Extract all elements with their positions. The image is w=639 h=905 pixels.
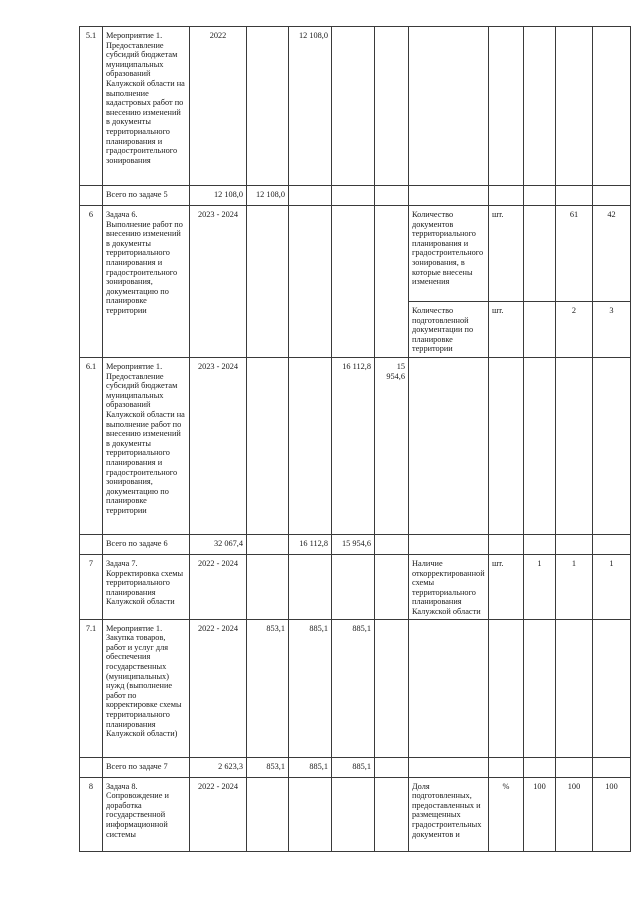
empty-cell (409, 619, 489, 757)
table-row-total (80, 186, 631, 206)
value-2024: 15 954,6 (332, 535, 375, 555)
total-label: Всего по задаче 6 (103, 535, 190, 555)
value-2022: 12 108,0 (289, 27, 332, 186)
indicator-name: Наличие откорректированной схемы территориального планирования Калужской области (409, 555, 489, 620)
indicator-2022: 1 (524, 555, 556, 620)
empty-cell (593, 757, 631, 777)
empty-cell (524, 619, 556, 757)
indicator-unit: шт. (489, 302, 524, 358)
value-2024 (375, 206, 409, 358)
empty-cell (556, 757, 593, 777)
empty-cell (556, 619, 593, 757)
row-number: 7.1 (80, 619, 103, 757)
table-row (80, 27, 631, 186)
indicator-name: Количество подготовленной документации по планировке территории (409, 302, 489, 358)
total-cell (247, 555, 289, 620)
row-name: Мероприятие 1. Предоставление субсидий бюджетам муниципальных образований Калужской области на выполнение кадастровых работ по внесению изменений в документы территориального планирования и градостроительного зонирования (103, 27, 190, 186)
indicator-name: Доля подготовленных, предоставленных и размещенных градостроительных документов и (409, 777, 489, 851)
total-cell (247, 358, 289, 535)
program-table (79, 26, 631, 852)
row-number (80, 757, 103, 777)
empty-cell (409, 186, 489, 206)
empty-cell (524, 535, 556, 555)
value-2023: 16 112,8 (289, 535, 332, 555)
empty-cell (556, 186, 593, 206)
indicator-name: Количество документов территориального планирования и градостроительного зонирования, в которые внесены изменения (409, 206, 489, 302)
total-cell (247, 27, 289, 186)
value-2023: 885,1 (289, 619, 332, 757)
value-2023 (289, 186, 332, 206)
total-value: 2 623,3 (190, 757, 247, 777)
row-number: 7 (80, 555, 103, 620)
value-2023: 885,1 (289, 757, 332, 777)
indicator-2024: 42 (593, 206, 631, 302)
total-label: Всего по задаче 7 (103, 757, 190, 777)
row-period: 2023 - 2024 (190, 358, 247, 535)
indicator-2022 (524, 27, 556, 186)
table-row-total (80, 757, 631, 777)
indicator-2023 (556, 27, 593, 186)
value-2024: 885,1 (332, 619, 375, 757)
row-number: 5.1 (80, 27, 103, 186)
empty-cell (593, 619, 631, 757)
indicator-unit: шт. (489, 555, 524, 620)
row-period: 2022 - 2024 (190, 777, 247, 851)
table-row (80, 206, 631, 302)
value-2022: 853,1 (247, 757, 289, 777)
value-2023 (332, 206, 375, 358)
empty-cell (593, 186, 631, 206)
row-number: 8 (80, 777, 103, 851)
value-2022: 12 108,0 (247, 186, 289, 206)
indicator-2022 (524, 302, 556, 358)
empty-cell (556, 358, 593, 535)
empty-cell (489, 186, 524, 206)
row-name: Задача 8. Сопровождение и доработка государственной информационной системы (103, 777, 190, 851)
indicator-unit (489, 27, 524, 186)
indicator-2023: 2 (556, 302, 593, 358)
empty-cell (409, 358, 489, 535)
empty-cell (409, 757, 489, 777)
indicator-2024: 1 (593, 555, 631, 620)
indicator-2023: 1 (556, 555, 593, 620)
row-number: 6 (80, 206, 103, 358)
value-2022 (289, 358, 332, 535)
indicator-name (409, 27, 489, 186)
empty-cell (375, 757, 409, 777)
row-period: 2022 - 2024 (190, 619, 247, 757)
value-2022 (247, 535, 289, 555)
total-value: 12 108,0 (190, 186, 247, 206)
indicator-2024 (593, 27, 631, 186)
indicator-unit: % (489, 777, 524, 851)
value-2023 (332, 555, 375, 620)
empty-cell (489, 619, 524, 757)
row-name: Задача 6. Выполнение работ по внесению изменений в документы территориального планирования и градостроительного зонирования, документацию по планировке территории (103, 206, 190, 358)
empty-cell (489, 535, 524, 555)
value-2024: 15 954,6 (375, 358, 409, 535)
empty-cell (524, 358, 556, 535)
value-2024 (375, 555, 409, 620)
value-2023 (332, 27, 375, 186)
value-2022 (289, 555, 332, 620)
empty-cell (375, 619, 409, 757)
total-cell (247, 777, 289, 851)
value-2023: 16 112,8 (332, 358, 375, 535)
row-period: 2022 (190, 27, 247, 186)
row-period: 2022 - 2024 (190, 555, 247, 620)
empty-cell (489, 358, 524, 535)
total-value: 32 067,4 (190, 535, 247, 555)
value-2022 (289, 777, 332, 851)
empty-cell (524, 186, 556, 206)
row-name: Мероприятие 1. Предоставление субсидий бюджетам муниципальных образований Калужской области на выполнение работ по внесению изменений в документы территориального планирования и градостроительного зонирования, документацию по планировке территории (103, 358, 190, 535)
value-2023 (332, 777, 375, 851)
indicator-2024: 3 (593, 302, 631, 358)
indicator-2023: 61 (556, 206, 593, 302)
empty-cell (593, 358, 631, 535)
row-number (80, 535, 103, 555)
value-2024: 885,1 (332, 757, 375, 777)
empty-cell (375, 535, 409, 555)
table-row (80, 358, 631, 535)
value-2024 (375, 777, 409, 851)
empty-cell (409, 535, 489, 555)
indicator-2022: 100 (524, 777, 556, 851)
indicator-2023: 100 (556, 777, 593, 851)
total-label: Всего по задаче 5 (103, 186, 190, 206)
empty-cell (375, 186, 409, 206)
total-cell (247, 206, 289, 358)
empty-cell (524, 757, 556, 777)
empty-cell (489, 757, 524, 777)
table-row (80, 619, 631, 757)
row-number (80, 186, 103, 206)
value-2024 (332, 186, 375, 206)
row-name: Мероприятие 1. Закупка товаров, работ и услуг для обеспечения государственных (муниципальных) нужд (выполнение работ по корректировке схемы территориального планирования Калужской области) (103, 619, 190, 757)
value-2022 (289, 206, 332, 358)
value-2024 (375, 27, 409, 186)
row-name: Задача 7. Корректировка схемы территориального планирования Калужской области (103, 555, 190, 620)
row-period: 2023 - 2024 (190, 206, 247, 358)
table-row-total (80, 535, 631, 555)
indicator-2024: 100 (593, 777, 631, 851)
empty-cell (593, 535, 631, 555)
value-2022: 853,1 (247, 619, 289, 757)
table-row (80, 777, 631, 851)
row-number: 6.1 (80, 358, 103, 535)
empty-cell (556, 535, 593, 555)
indicator-2022 (524, 206, 556, 302)
table-row (80, 555, 631, 620)
indicator-unit: шт. (489, 206, 524, 302)
